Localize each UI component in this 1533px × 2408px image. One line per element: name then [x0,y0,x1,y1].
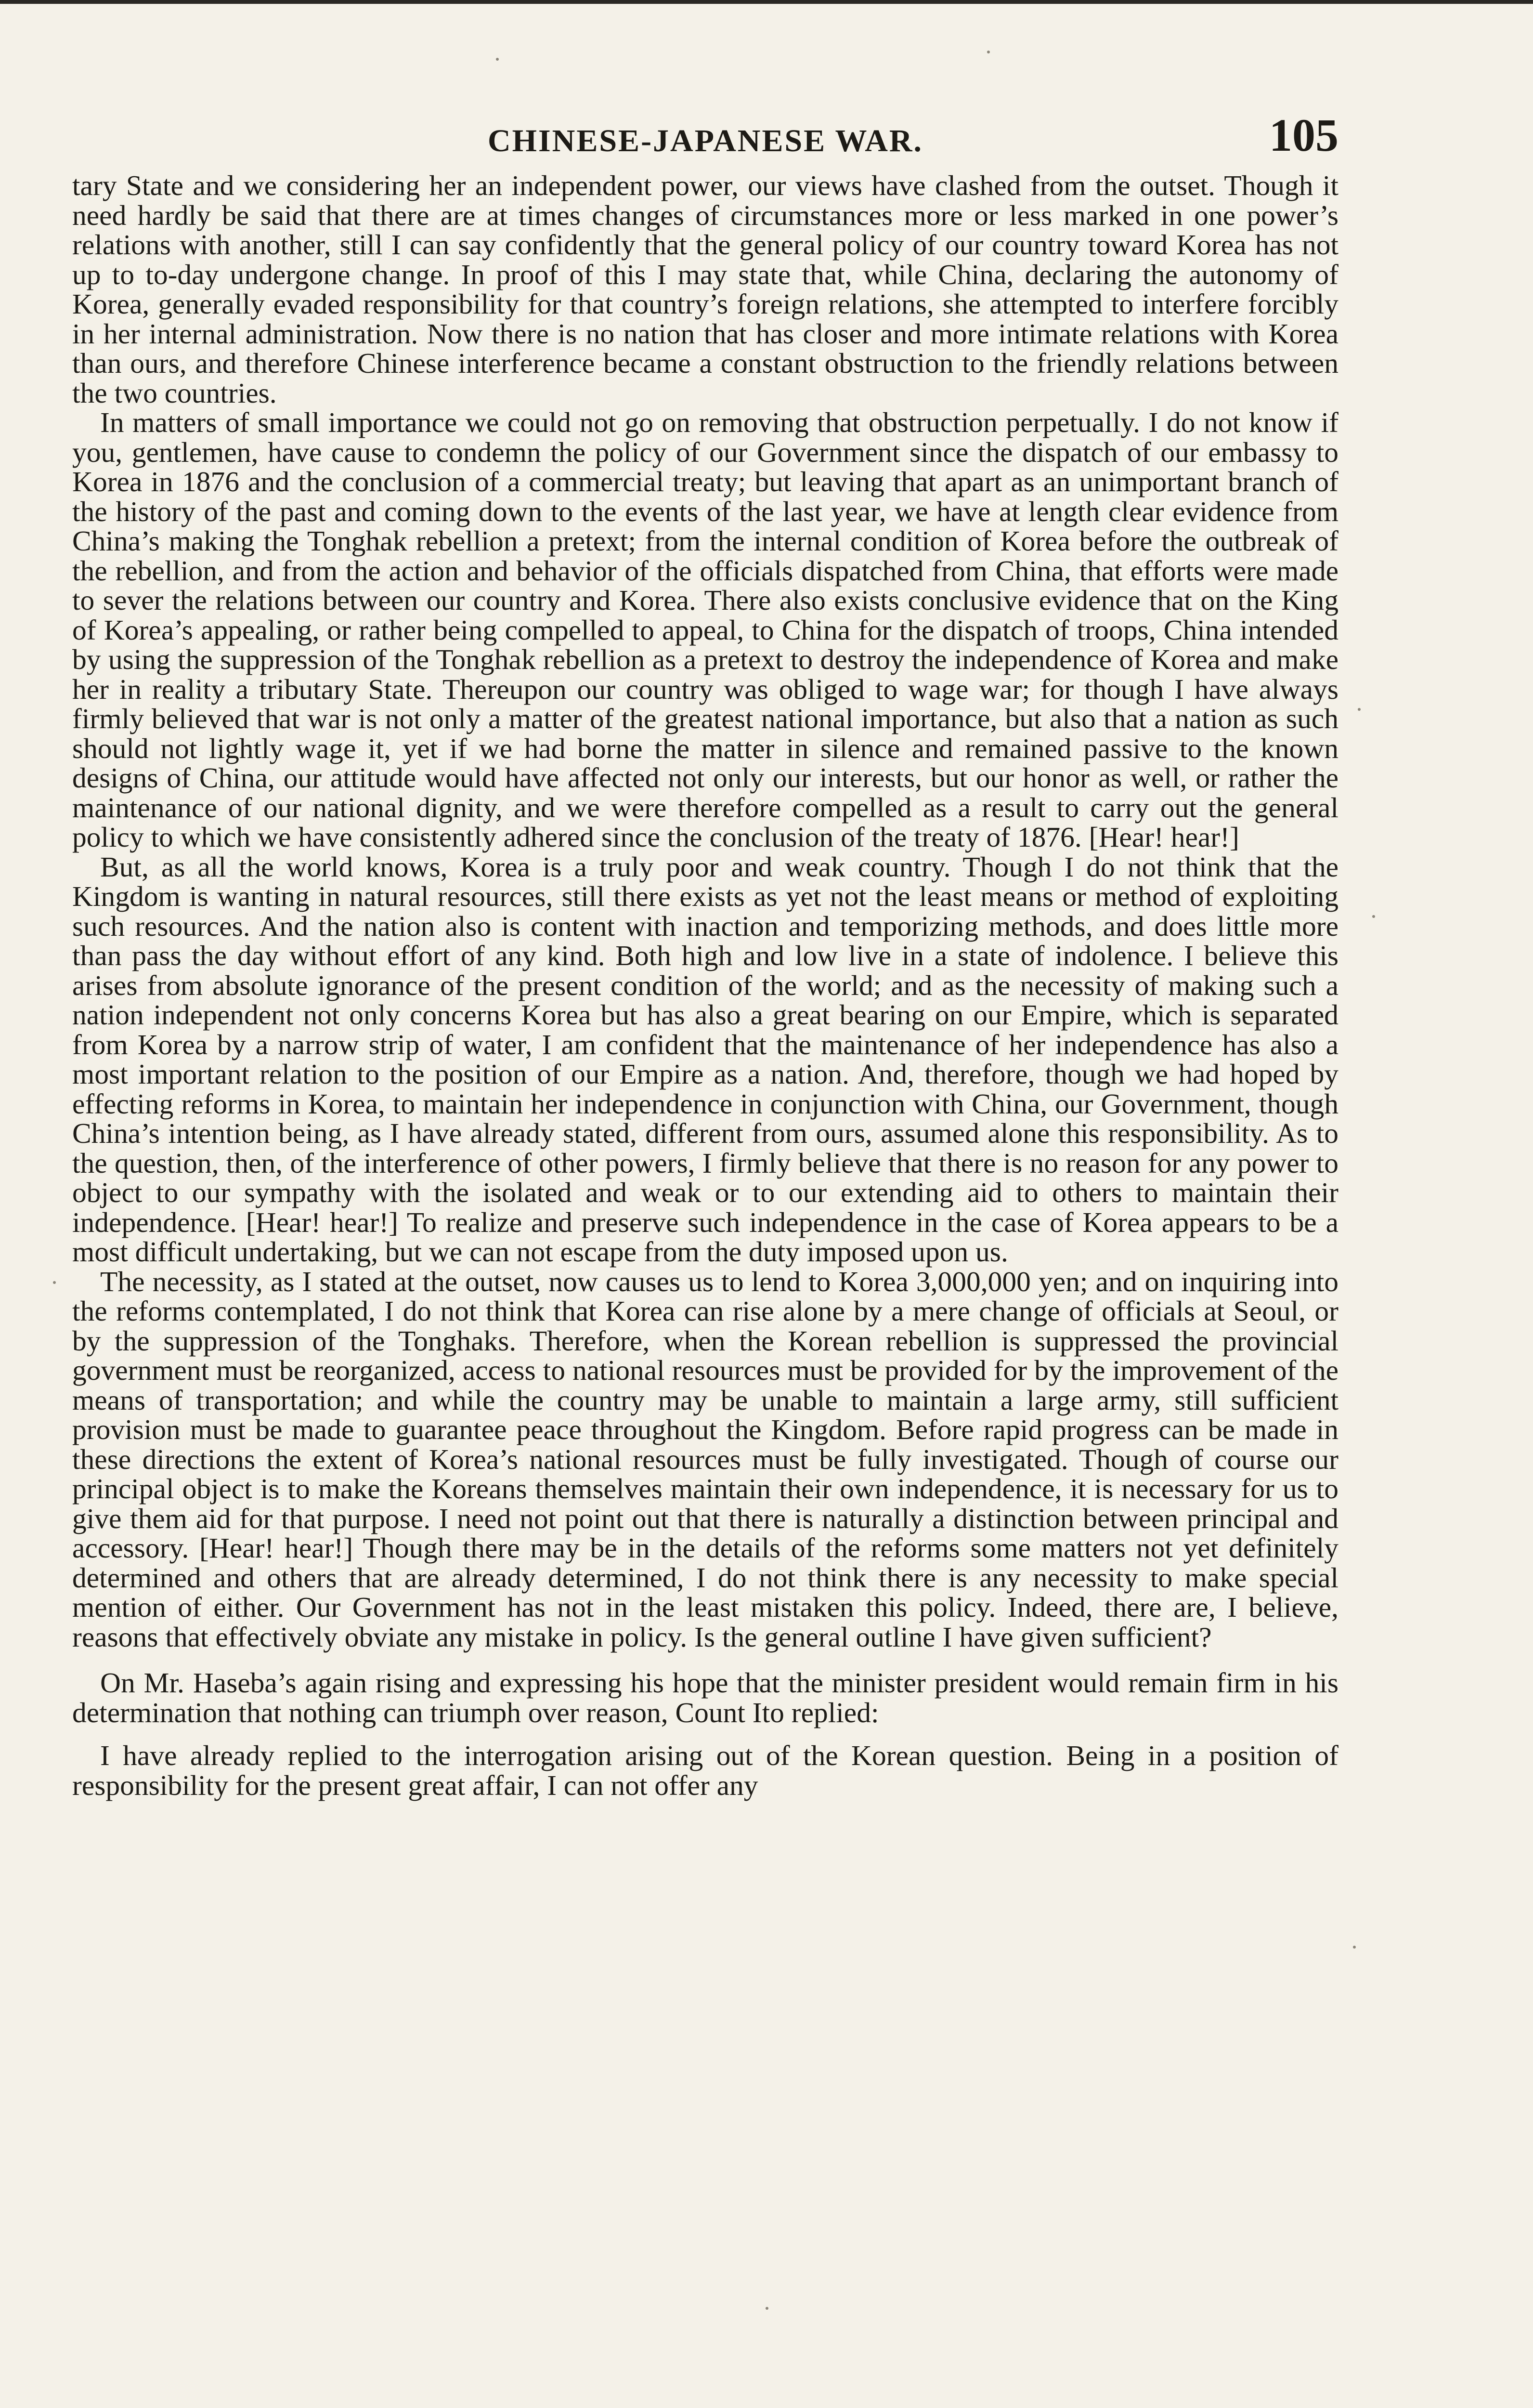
paragraph-speech: I have already replied to the interrogation arising out of the Korean question. Being in a position of responsibility for the present great affair, I can not offer any [72,1740,1338,1801]
page-number: 105 [1269,109,1338,161]
body-text [72,171,1338,1800]
paragraph-continued: tary State and we considering her an independent power, our views have clashed from the outset. Though it need hardly be said that there are at times changes of circumstances more or less marked in one power’s relations with another, still I can say confidently that the general policy of our country toward Korea has not up to to-day undergone change. In proof of this I may state that, while China, declaring the autonomy of Korea, generally evaded responsibility for that country’s foreign relations, she attempted to interfere forcibly in her internal administration. Now there is no nation that has closer and more intimate relations with Korea than ours, and therefore Chinese interference became a constant obstruction to the friendly relations between the two countries. [72,170,1338,409]
book-page [72,108,1338,1800]
speck [1353,1946,1356,1949]
narration-paragraph: On Mr. Haseba’s again rising and expressing his hope that the minister president would remain firm in his determination that nothing can triumph over reason, Count Ito replied: [72,1667,1338,1728]
paragraph: In matters of small importance we could not go on removing that obstruction perpetually. I do not know if you, gentlemen, have cause to condemn the policy of our Government since the dispatch of our embassy to Korea in 1876 and the conclusion of a commercial treaty; but leaving that apart as an unimportant branch of the history of the past and coming down to the events of the last year, we have at length clear evidence from China’s making the Tonghak rebellion a pretext; from the internal condition of Korea before the outbreak of the rebellion, and from the action and behavior of the officials dispatched from China, that efforts were made to sever the relations between our country and Korea. There also exists conclusive evidence that on the King of Korea’s appealing, or rather being compelled to appeal, to China for the dispatch of troops, China intended by using the suppression of the Tonghak rebellion as a pretext to destroy the independence of Korea and make her in reality a tributary State. Thereupon our country was obliged to wage war; for though I have always firmly believed that war is not only a matter of the greatest national importance, but also that a nation as such should not lightly wage it, yet if we had borne the matter in silence and remained passive to the known designs of China, our attitude would have affected not only our interests, but our honor as well, or rather the maintenance of our national dignity, and we were therefore compelled as a result to carry out the general policy to which we have consistently adhered since the conclusion of the treaty of 1876. [Hear! hear!] [72,406,1338,853]
speck [1372,915,1375,918]
paragraph: But, as all the world knows, Korea is a truly poor and weak country. Though I do not think that the Kingdom is wanting in natural resources, still there exists as yet not the least means or method of exploiting such resources. And the nation also is content with inaction and temporizing methods, and does little more than pass the day without effort of any kind. Both high and low live in a state of indolence. I believe this arises from absolute ignorance of the present condition of the world; and as the necessity of making such a nation independent not only concerns Korea but has also a great bearing on our Empire, which is separated from Korea by a narrow strip of water, I am confident that the maintenance of her independence has also a most important relation to the position of our Empire as a nation. And, therefore, though we had hoped by effecting reforms in Korea, to maintain her independence in conjunction with China, our Government, though China’s intention being, as I have already stated, different from ours, assumed alone this responsibility. As to the question, then, of the interference of other powers, I firmly believe that there is no reason for any power to object to our sympathy with the isolated and weak or to our extending aid to others to maintain their independence. [Hear! hear!] To realize and preserve such independence in the case of Korea appears to be a most difficult undertaking, but we can not escape from the duty imposed upon us. [72,851,1338,1268]
speck [1358,708,1361,711]
speck [987,51,990,53]
running-title: CHINESE-JAPANESE WAR. [487,123,923,158]
running-head [72,108,1338,171]
speck [766,2307,768,2310]
paragraph: The necessity, as I stated at the outset, now causes us to lend to Korea 3,000,000 yen; and on inquiring into the reforms contemplated, I do not think that Korea can rise alone by a mere change of officials at Seoul, or by the suppression of the Tonghaks. Therefore, when the Korean rebellion is suppressed the provincial government must be reorganized, access to national resources must be provided for by the improvement of the means of transportation; and while the country may be unable to maintain a large army, still sufficient provision must be made to guarantee peace throughout the Kingdom. Before rapid progress can be made in these directions the extent of Korea’s national resources must be fully investigated. Though of course our principal object is to make the Koreans themselves maintain their own independence, it is necessary for us to give them aid for that purpose. I need not point out that there is naturally a distinction between principal and accessory. [Hear! hear!] Though there may be in the details of the reforms some matters not yet definitely determined and others that are already determined, I do not think there is any necessity to make special mention of either. Our Government has not in the least mistaken this policy. Indeed, there are, I believe, reasons that effectively obviate any mistake in policy. Is the general outline I have given sufficient? [72,1265,1338,1653]
speck [53,1281,56,1284]
speck [496,58,499,61]
page-top-edge [0,0,1533,4]
